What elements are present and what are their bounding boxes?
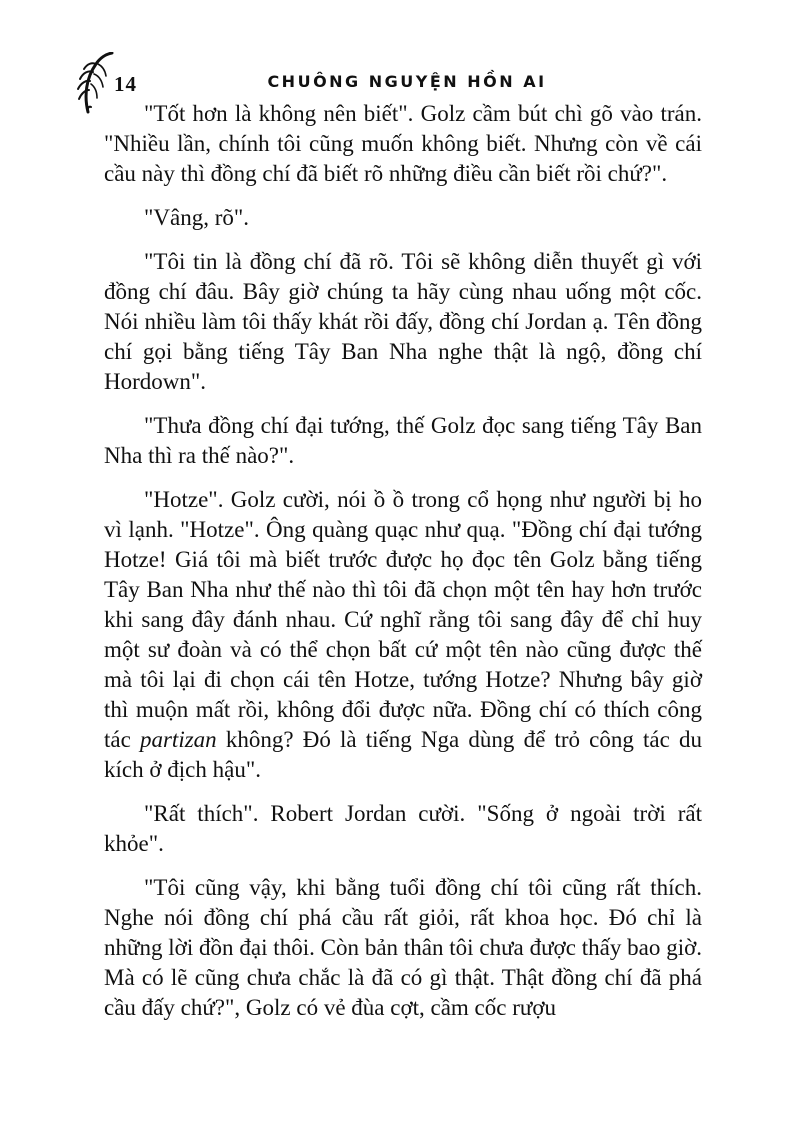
paragraph-2: "Vâng, rõ". [144,205,250,230]
paragraph-5 [104,485,702,785]
running-title: CHUÔNG NGUYỆN HỒN AI [267,72,547,91]
paragraph-1: "Tốt hơn là không nên biết". Golz cầm bút chì gõ vào trán. "Nhiều lần, chính tôi cũng muốn không biết. Nhưng còn về cái cầu này thì đồng chí đã biết rõ những điều cần biết rồi chứ?". [104,101,702,186]
body-text [104,99,702,1037]
paragraph-6: "Rất thích". Robert Jordan cười. "Sống ở ngoài trời rất khỏe". [104,801,702,856]
paragraph-7: "Tôi cũng vậy, khi bằng tuổi đồng chí tôi cũng rất thích. Nghe nói đồng chí phá cầu rất giỏi, rất khoa học. Đó chỉ là những lời đồn đại thôi. Còn bản thân tôi chưa được thấy bao giờ. Mà có lẽ cũng chưa chắc là đã có gì thật. Thật đồng chí đã phá cầu đấy chứ?", Golz có vẻ đùa cợt, cầm cốc rượu [104,875,702,1020]
paragraph-5-text-after: không? Đó là tiếng Nga dùng để trỏ công tác du kích ở địch hậu". [104,727,703,782]
italic-term: partizan [139,727,217,752]
page-number: 14 [114,72,137,96]
paragraph-4: "Thưa đồng chí đại tướng, thế Golz đọc sang tiếng Tây Ban Nha thì ra thế nào?". [104,413,702,468]
paragraph-3: "Tôi tin là đồng chí đã rõ. Tôi sẽ không diễn thuyết gì với đồng chí đâu. Bây giờ chúng ta hãy cùng nhau uống một cốc. Nói nhiều làm tôi thấy khát rồi đấy, đồng chí Jordan ạ. Tên đồng chí gọi bằng tiếng Tây Ban Nha nghe thật là ngộ, đồng chí Hordown". [104,249,702,394]
paragraph-5-text-before: "Hotze". Golz cười, nói ồ ồ trong cổ họng như người bị ho vì lạnh. "Hotze". Ông quàng quạc như quạ. "Đồng chí đại tướng Hotze! Giá tôi mà biết trước được họ đọc tên Golz bằng tiếng Tây Ban Nha như thế nào thì tôi đã chọn một tên hay hơn trước khi sang đây đánh nhau. Cứ nghĩ rằng tôi sang đây để chỉ huy một sư đoàn và có thể chọn bất cứ một tên nào cũng được thế mà tôi lại đi chọn cái tên Hotze, tướng Hotze? Nhưng bây giờ thì muộn mất rồi, không đổi được nữa. Đồng chí có thích công tác [104,487,702,752]
